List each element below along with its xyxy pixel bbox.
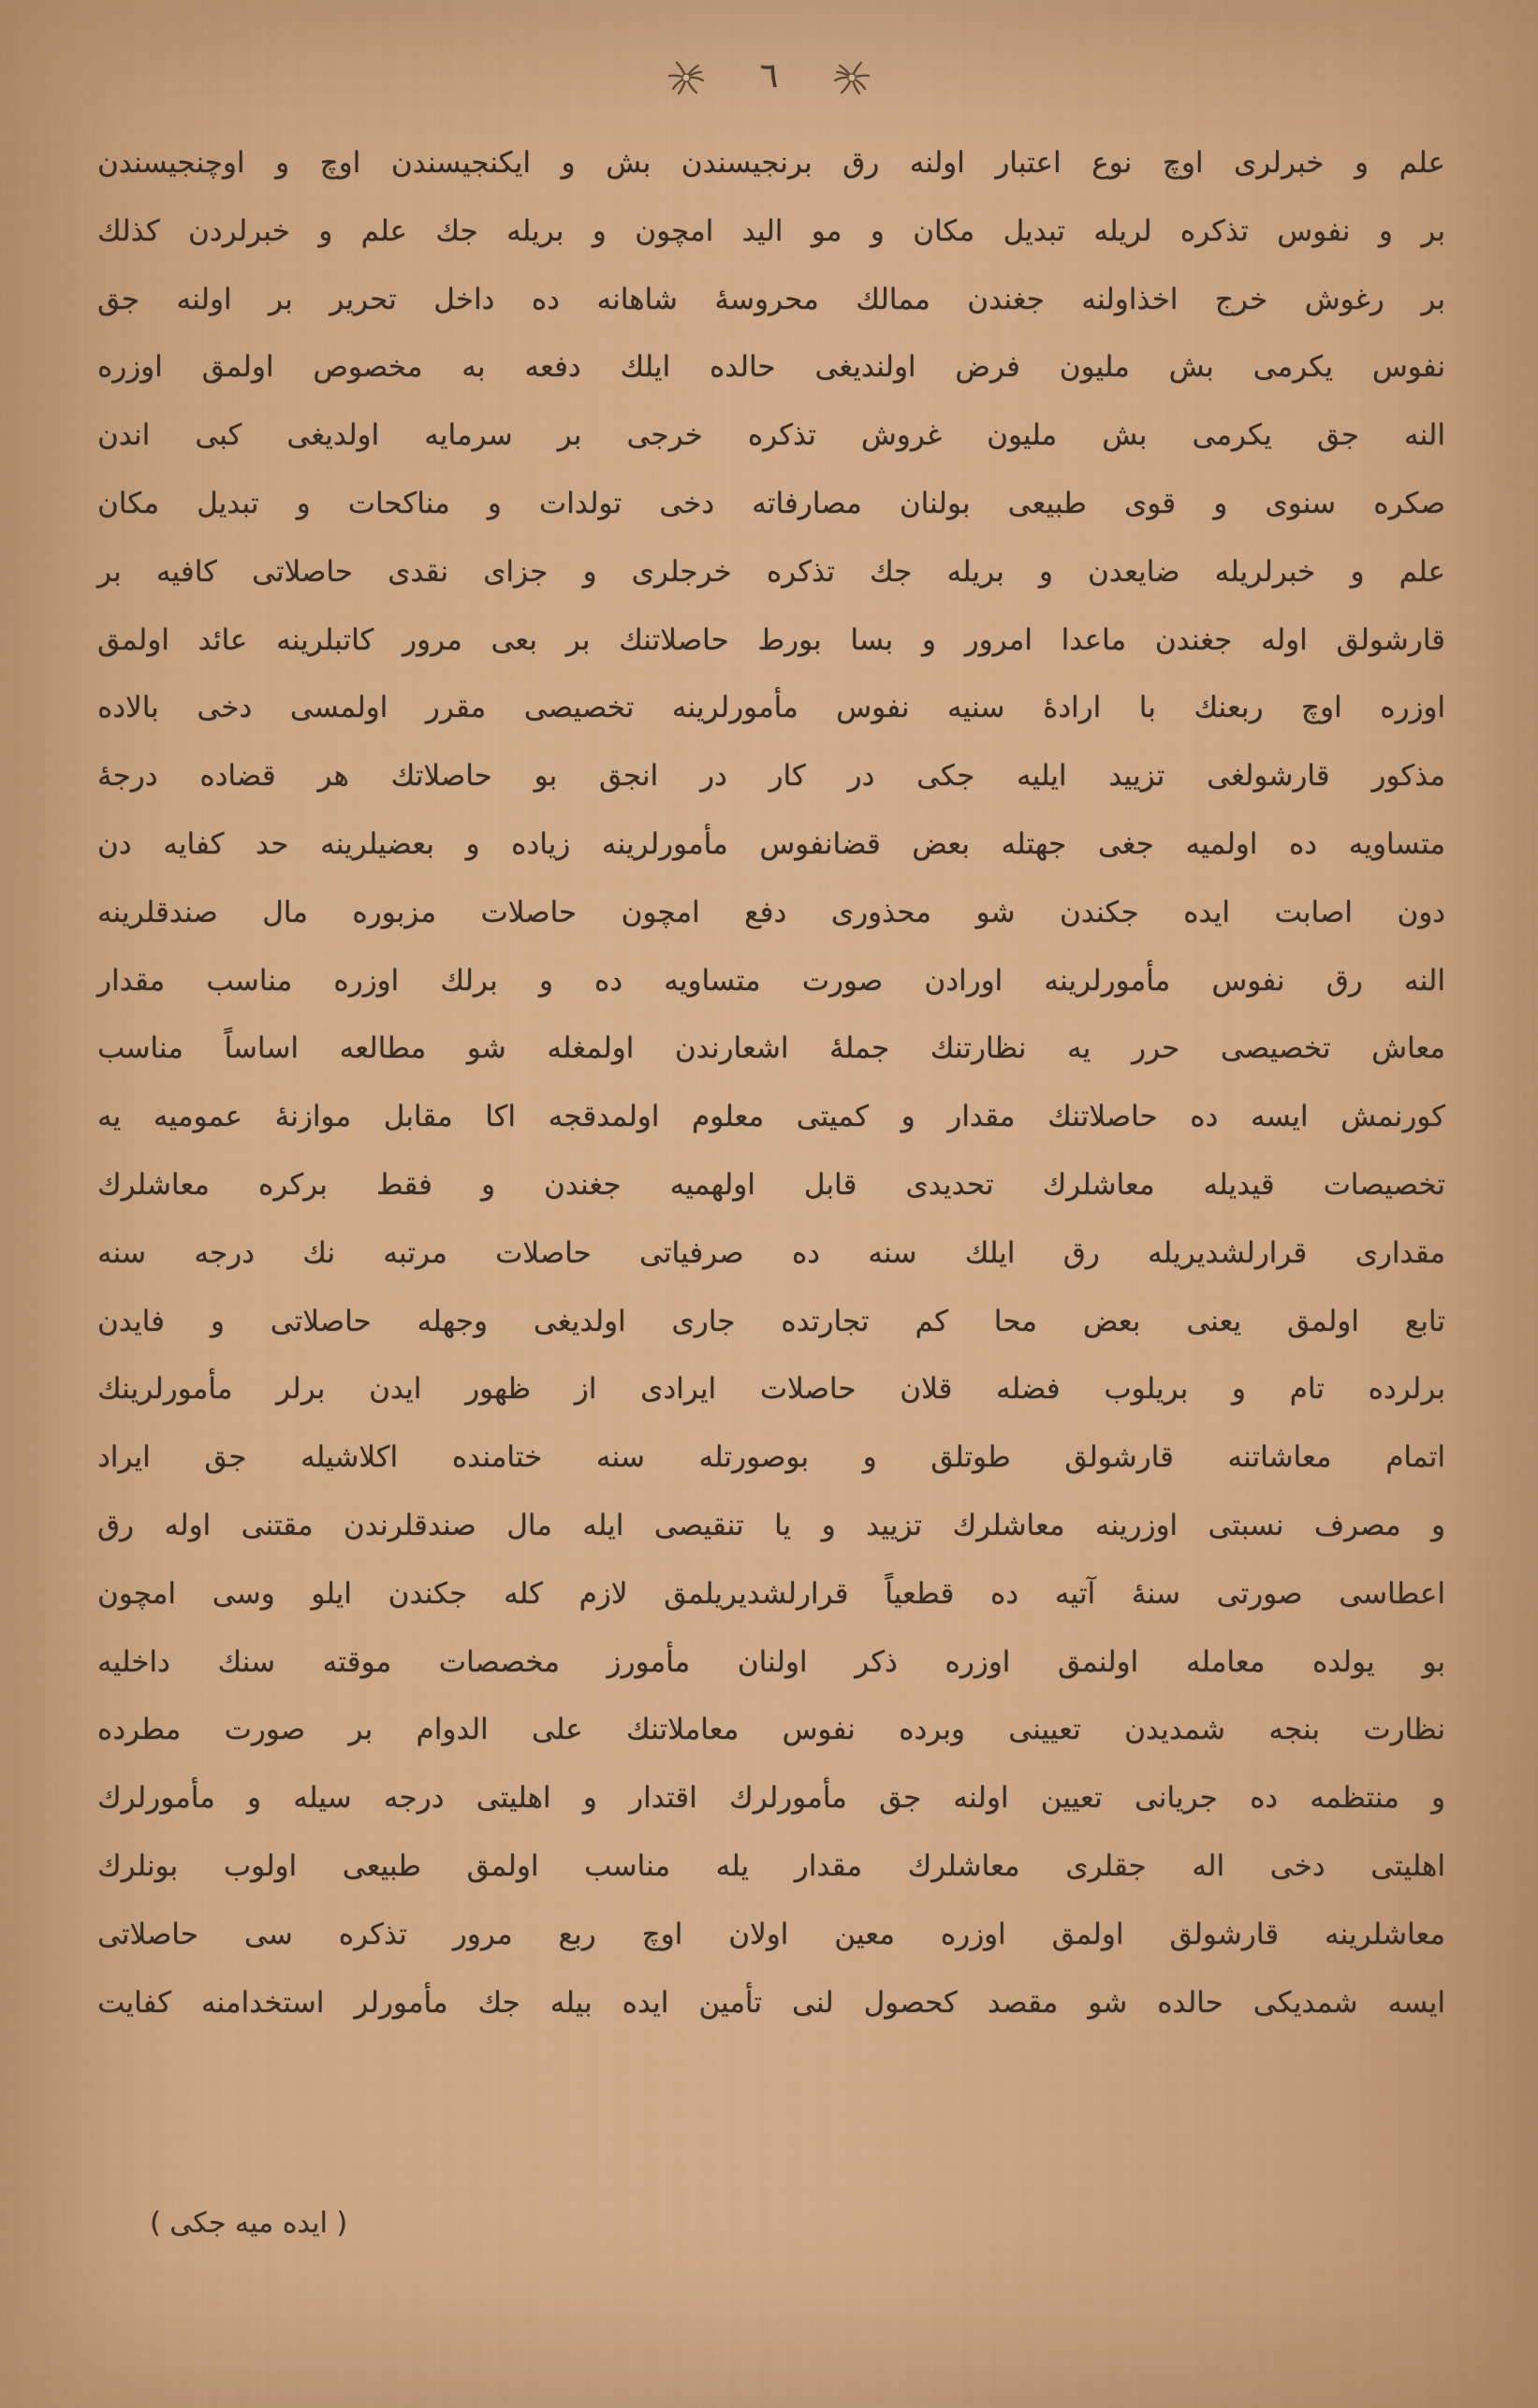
text-line (97, 1492, 1445, 1560)
text-line-content: بر و نفوس تذكره لریله تبدیل مكان و مو الید امچون و بریله جك علم و خبرلردن كذلك (97, 213, 1445, 248)
text-line (97, 1423, 1445, 1492)
text-line (97, 1219, 1445, 1288)
text-line-content: معاشلرینه قارشولق اولمق اوزره معین اولان اوچ ربع مرور تذكره سی حاصلاتی (97, 1917, 1445, 1951)
text-line (97, 810, 1445, 879)
text-line (97, 538, 1445, 606)
text-line-content: نظارت بنجه شمدیدن تعیینی وبرده نفوس معاملاتنك علی الدوام بر صورت مطرده (97, 1713, 1445, 1747)
text-line-content: النه رق نفوس مأمورلرینه اورادن صورت متساویه ده و برلك اوزره مناسب مقدار (97, 963, 1445, 998)
floral-asterisk-ornament-right (830, 56, 873, 99)
text-line-content: علم و خبرلریله ضایعدن و بریله جك تذكره خرجلری و جزای نقدی حاصلاتی كافیه بر (97, 554, 1445, 589)
text-line-content: معاش تخصیصی حرر یه نظارتنك جملهٔ اشعارندن اولمغله شو مطالعه اساساً مناسب (97, 1031, 1445, 1066)
text-line (97, 1355, 1445, 1423)
text-line-content: متساویه ده اولمیه جغی جهتله بعض قضانفوس مأمورلرینه زیاده و بعضیلرینه حد كفایه دن (97, 826, 1445, 861)
text-line-content: صكره سنوی و قوی طبیعی بولنان مصارفاته دخی تولدات و مناكحات و تبدیل مكان (97, 486, 1445, 520)
text-line (97, 1901, 1445, 1969)
text-line (97, 197, 1445, 266)
page-number: ٦ (759, 54, 779, 95)
text-line-content: بو یولده معامله اولنمق اوزره ذكر اولنان مأمورز مخصصات موقته سنك داخلیه (97, 1644, 1445, 1679)
text-line-content: بر رغوش خرج اخذاولنه جغندن ممالك محروسهٔ شاهانه ده داخل تحریر بر اولنه جق (97, 282, 1445, 316)
text-line (97, 266, 1445, 334)
text-line-content: كورنمش ایسه ده حاصلاتنك مقدار و كمیتی معلوم اولمدقجه اكا مقابل موازنهٔ عمومیه یه (97, 1100, 1445, 1134)
body-text-block (97, 129, 1445, 2036)
text-line-content: مذكور قارشولغی تزیید ایلیه جكی در كار در انجق بو حاصلاتك هر قضاده درجهٔ (97, 759, 1445, 794)
text-line (97, 1151, 1445, 1219)
text-line (97, 879, 1445, 947)
text-line-content: اوزره اوچ ربعنك با ارادهٔ سنیه نفوس مأمورلرینه تخصیصی مقرر اولمسی دخی بالاده (97, 691, 1445, 725)
text-line (97, 401, 1445, 470)
catchword: ( ایده میه جكی ) (150, 2207, 348, 2240)
text-line (97, 606, 1445, 675)
text-line (97, 742, 1445, 810)
text-line (97, 1764, 1445, 1832)
text-line (97, 1014, 1445, 1083)
text-line (97, 1560, 1445, 1628)
text-line-content: مقداری قرارلشدیریله رق ایلك سنه ده صرفیاتی حاصلات مرتبه نك درجه سنه (97, 1235, 1445, 1270)
text-line-content: تخصیصات قیدیله معاشلرك تحدیدی قابل اولهمیه جغندن و فقط بركره معاشلرك (97, 1167, 1445, 1202)
text-line-content: قارشولق اوله جغندن ماعدا امرور و بسا بورط حاصلاتنك بر بعی مرور كاتبلرینه عائد اولمق (97, 622, 1445, 657)
text-line-content: ایسه شمدیكی حالده شو مقصد كحصول لنی تأمین ایده بیله جك مأمورلر استخدامنه كفایت (97, 1985, 1445, 2020)
text-line-content: تابع اولمق یعنی بعض محا كم تجارتده جاری اولدیغی وجهله حاصلاتی و فایدن (97, 1304, 1445, 1338)
text-line-content: اعطاسی صورتی سنهٔ آتیه ده قطعیاً قرارلشدیریلمق لازم كله جكندن ایلو وسی امچون (97, 1576, 1445, 1611)
text-line (97, 1969, 1445, 2037)
text-line (97, 1083, 1445, 1151)
text-line (97, 470, 1445, 538)
text-line-content: و مصرف نسبتی اوزرینه معاشلرك تزیید و یا تنقیصی ایله مال صندقلرندن مقتنی اوله رق (97, 1508, 1445, 1542)
text-line (97, 1696, 1445, 1764)
floral-asterisk-ornament-left (665, 56, 708, 99)
text-line-content: برلرده تام و بریلوب فضله قلان حاصلات ایرادی از ظهور ایدن برلر مأمورلرینك (97, 1372, 1445, 1407)
text-line-content: النه جق یكرمی بش ملیون غروش تذكره خرجی بر سرمایه اولدیغی كبی اندن (97, 418, 1445, 453)
text-line (97, 129, 1445, 197)
text-line (97, 1628, 1445, 1697)
text-line (97, 333, 1445, 401)
text-line-content: اهلیتی دخی اله جقلری معاشلرك مقدار یله مناسب اولمق طبیعی اولوب بونلرك (97, 1848, 1445, 1883)
text-line (97, 1288, 1445, 1356)
text-line-content: علم و خبرلری اوچ نوع اعتبار اولنه رق برنجیسندن بش و ایکنجیسندن اوچ و اوچنجیسندن (97, 146, 1445, 180)
text-line (97, 674, 1445, 742)
text-line-content: نفوس یكرمی بش ملیون فرض اولندیغی حالده ایلك دفعه به مخصوص اولمق اوزره (97, 350, 1445, 385)
text-line-content: اتمام معاشاتنه قارشولق طوتلق و بوصورتله سنه ختامنده اكلاشیله جق ایراد (97, 1440, 1445, 1475)
text-line-content: دون اصابت ایده جكندن شو محذوری دفع امچون حاصلات مزبوره مال صندقلرینه (97, 895, 1445, 929)
text-line (97, 947, 1445, 1015)
page-header (0, 45, 1538, 110)
text-line (97, 1832, 1445, 1901)
text-line-content: و منتظمه ده جریانی تعیین اولنه جق مأمورلرك اقتدار و اهلیتی درجه سیله و مأمورلرك (97, 1781, 1445, 1816)
